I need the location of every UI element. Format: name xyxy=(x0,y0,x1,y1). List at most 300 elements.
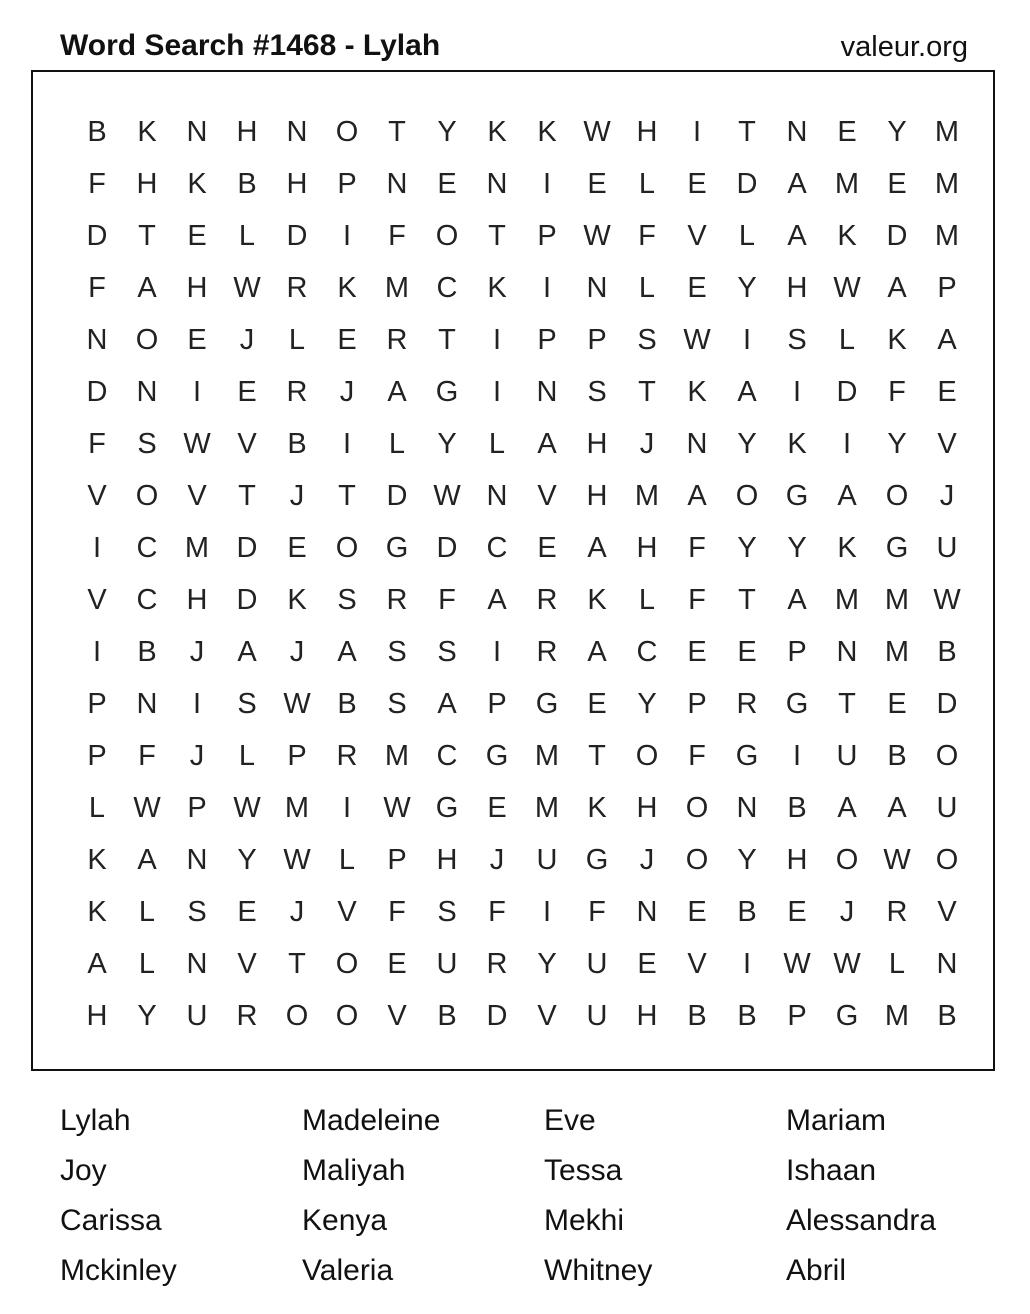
grid-letter: M xyxy=(834,584,860,616)
grid-letter: H xyxy=(636,532,658,564)
grid-letter: O xyxy=(335,116,359,148)
grid-letter: O xyxy=(335,948,359,980)
grid-letter: V xyxy=(687,220,707,252)
grid-letter: E xyxy=(337,324,357,356)
grid-letter: M xyxy=(934,220,960,252)
grid-letter: V xyxy=(237,948,257,980)
grid-letter: K xyxy=(837,220,857,252)
grid-letter: L xyxy=(138,896,156,928)
grid-letter: P xyxy=(487,688,507,720)
grid-letter: K xyxy=(887,324,907,356)
word-list-item: Mariam xyxy=(786,1104,887,1137)
grid-letter: Y xyxy=(887,428,907,460)
grid-letter: U xyxy=(936,532,958,564)
grid-letter: E xyxy=(687,272,707,304)
grid-letter: Y xyxy=(887,116,907,148)
grid-letter: R xyxy=(236,1000,258,1032)
grid-letter: I xyxy=(92,636,102,668)
grid-letter: U xyxy=(936,792,958,824)
grid-letter: T xyxy=(438,324,456,356)
grid-letter: F xyxy=(488,896,506,928)
grid-letter: O xyxy=(135,480,159,512)
grid-letter: E xyxy=(687,168,707,200)
grid-letter: T xyxy=(738,584,756,616)
word-list-item: Kenya xyxy=(302,1204,388,1237)
grid-letter: A xyxy=(837,792,857,824)
grid-letter: C xyxy=(136,532,158,564)
grid-letter: I xyxy=(742,324,752,356)
word-list-item: Mekhi xyxy=(544,1204,625,1237)
grid-letter: E xyxy=(537,532,557,564)
grid-letter: S xyxy=(187,896,207,928)
grid-letter: N xyxy=(386,168,408,200)
grid-letter: M xyxy=(534,792,560,824)
grid-letter: B xyxy=(437,1000,457,1032)
grid-letter: W xyxy=(833,272,861,304)
grid-letter: H xyxy=(436,844,458,876)
grid-letter: E xyxy=(687,896,707,928)
grid-letter: E xyxy=(687,636,707,668)
grid-letter: O xyxy=(935,740,959,772)
grid-letter: L xyxy=(388,428,406,460)
grid-letter: E xyxy=(287,532,307,564)
grid-letter: D xyxy=(86,376,108,408)
grid-letter: F xyxy=(688,532,706,564)
grid-letter: R xyxy=(386,324,408,356)
grid-letter: T xyxy=(288,948,306,980)
grid-letter: I xyxy=(542,168,552,200)
grid-letter: O xyxy=(835,844,859,876)
grid-letter: H xyxy=(636,116,658,148)
grid-letter: U xyxy=(586,1000,608,1032)
grid-letter: A xyxy=(837,480,857,512)
grid-letter: L xyxy=(238,220,256,252)
grid-letter: J xyxy=(239,324,255,356)
grid-letter: M xyxy=(184,532,210,564)
grid-letter: L xyxy=(638,584,656,616)
grid-letter: T xyxy=(138,220,156,252)
grid-letter: O xyxy=(335,532,359,564)
grid-letter: E xyxy=(937,376,957,408)
grid-letter: E xyxy=(887,168,907,200)
grid-letter: R xyxy=(486,948,508,980)
grid-letter: I xyxy=(492,324,502,356)
grid-letter: M xyxy=(834,168,860,200)
grid-letter: L xyxy=(238,740,256,772)
grid-letter: S xyxy=(387,688,407,720)
word-list-item: Maliyah xyxy=(302,1154,406,1187)
grid-letter: E xyxy=(237,896,257,928)
grid-letter: F xyxy=(588,896,606,928)
grid-letter: O xyxy=(685,844,709,876)
grid-letter: M xyxy=(934,168,960,200)
grid-letter: J xyxy=(489,844,505,876)
grid-letter: G xyxy=(835,1000,859,1032)
grid-letter: I xyxy=(342,792,352,824)
grid-letter: T xyxy=(588,740,606,772)
grid-letter: S xyxy=(387,636,407,668)
grid-letter: P xyxy=(937,272,957,304)
grid-letter: W xyxy=(833,948,861,980)
grid-letter: J xyxy=(639,428,655,460)
grid-letter: D xyxy=(386,480,408,512)
grid-letter: M xyxy=(884,636,910,668)
grid-letter: G xyxy=(435,792,459,824)
word-list-item: Carissa xyxy=(60,1204,162,1237)
grid-letter: L xyxy=(888,948,906,980)
grid-letter: W xyxy=(283,688,311,720)
grid-letter: B xyxy=(887,740,907,772)
grid-letter: D xyxy=(86,220,108,252)
grid-letter: N xyxy=(786,116,808,148)
grid-letter: O xyxy=(285,1000,309,1032)
grid-letter: K xyxy=(687,376,707,408)
grid-letter: I xyxy=(542,272,552,304)
grid-letter: L xyxy=(638,272,656,304)
grid-letter: E xyxy=(737,636,757,668)
grid-letter: E xyxy=(187,220,207,252)
grid-letter: L xyxy=(138,948,156,980)
grid-letter: A xyxy=(437,688,457,720)
grid-letter: S xyxy=(137,428,157,460)
grid-letter: U xyxy=(836,740,858,772)
grid-letter: J xyxy=(639,844,655,876)
grid-letter: D xyxy=(236,584,258,616)
grid-letter: G xyxy=(485,740,509,772)
grid-letter: M xyxy=(884,1000,910,1032)
grid-letter: T xyxy=(738,116,756,148)
grid-letter: E xyxy=(587,168,607,200)
grid-letter: J xyxy=(189,740,205,772)
grid-letter: B xyxy=(137,636,157,668)
grid-letter: H xyxy=(186,272,208,304)
grid-letter: R xyxy=(286,376,308,408)
grid-letter: T xyxy=(338,480,356,512)
grid-letter: S xyxy=(337,584,357,616)
word-list-item: Joy xyxy=(60,1154,107,1187)
grid-letter: E xyxy=(587,688,607,720)
grid-letter: A xyxy=(787,220,807,252)
grid-letter: D xyxy=(236,532,258,564)
grid-letter: J xyxy=(289,480,305,512)
grid-letter: W xyxy=(183,428,211,460)
grid-letter: S xyxy=(637,324,657,356)
grid-letter: B xyxy=(937,636,957,668)
grid-letter: U xyxy=(436,948,458,980)
grid-letter: K xyxy=(487,272,507,304)
grid-letter: K xyxy=(837,532,857,564)
grid-letter: T xyxy=(388,116,406,148)
grid-letter: F xyxy=(638,220,656,252)
grid-letter: N xyxy=(486,168,508,200)
grid-letter: W xyxy=(233,792,261,824)
grid-letter: U xyxy=(586,948,608,980)
word-list-item: Tessa xyxy=(544,1154,623,1187)
grid-letter: J xyxy=(189,636,205,668)
grid-letter: Y xyxy=(787,532,807,564)
grid-letter: N xyxy=(936,948,958,980)
grid-letter: K xyxy=(137,116,157,148)
grid-letter: O xyxy=(635,740,659,772)
grid-letter: A xyxy=(487,584,507,616)
grid-letter: P xyxy=(387,844,407,876)
letter-grid xyxy=(72,106,972,1042)
grid-letter: A xyxy=(887,792,907,824)
grid-letter: A xyxy=(237,636,257,668)
grid-letter: S xyxy=(787,324,807,356)
grid-letter: B xyxy=(937,1000,957,1032)
grid-letter: G xyxy=(785,480,809,512)
grid-letter: P xyxy=(587,324,607,356)
grid-letter: C xyxy=(136,584,158,616)
grid-letter: Y xyxy=(537,948,557,980)
grid-letter: U xyxy=(186,1000,208,1032)
grid-letter: L xyxy=(488,428,506,460)
grid-letter: B xyxy=(237,168,257,200)
grid-letter: L xyxy=(88,792,106,824)
grid-letter: I xyxy=(342,220,352,252)
grid-letter: A xyxy=(587,532,607,564)
grid-letter: O xyxy=(685,792,709,824)
grid-letter: L xyxy=(738,220,756,252)
grid-letter: N xyxy=(86,324,108,356)
grid-letter: F xyxy=(88,428,106,460)
grid-letter: L xyxy=(288,324,306,356)
grid-letter: H xyxy=(286,168,308,200)
grid-letter: Y xyxy=(137,1000,157,1032)
word-list-item: Abril xyxy=(786,1254,847,1287)
grid-letter: W xyxy=(283,844,311,876)
grid-letter: M xyxy=(534,740,560,772)
grid-letter: R xyxy=(386,584,408,616)
grid-letter: F xyxy=(88,272,106,304)
grid-letter: J xyxy=(839,896,855,928)
grid-letter: V xyxy=(187,480,207,512)
grid-letter: P xyxy=(87,740,107,772)
grid-letter: T xyxy=(838,688,856,720)
grid-letter: F xyxy=(888,376,906,408)
grid-letter: W xyxy=(933,584,961,616)
grid-letter: P xyxy=(787,636,807,668)
site-name: valeur.org xyxy=(840,31,968,63)
grid-letter: E xyxy=(437,168,457,200)
grid-letter: B xyxy=(737,896,757,928)
grid-letter: H xyxy=(586,428,608,460)
grid-letter: Y xyxy=(737,844,757,876)
grid-letter: J xyxy=(339,376,355,408)
grid-letter: I xyxy=(492,636,502,668)
grid-letter: K xyxy=(587,792,607,824)
grid-letter: C xyxy=(636,636,658,668)
grid-letter: D xyxy=(886,220,908,252)
grid-letter: V xyxy=(537,480,557,512)
grid-letter: K xyxy=(87,896,107,928)
grid-letter: N xyxy=(686,428,708,460)
grid-letter: J xyxy=(289,896,305,928)
grid-letter: F xyxy=(88,168,106,200)
grid-letter: M xyxy=(284,792,310,824)
grid-letter: H xyxy=(236,116,258,148)
grid-letter: H xyxy=(636,792,658,824)
grid-letter: P xyxy=(687,688,707,720)
grid-letter: J xyxy=(289,636,305,668)
grid-letter: Y xyxy=(237,844,257,876)
grid-letter: F xyxy=(438,584,456,616)
grid-letter: E xyxy=(237,376,257,408)
grid-letter: B xyxy=(287,428,307,460)
grid-letter: Y xyxy=(437,428,457,460)
grid-letter: B xyxy=(787,792,807,824)
grid-letter: B xyxy=(687,1000,707,1032)
grid-letter: I xyxy=(692,116,702,148)
grid-letter: G xyxy=(385,532,409,564)
grid-letter: V xyxy=(537,1000,557,1032)
grid-letter: O xyxy=(935,844,959,876)
grid-letter: A xyxy=(337,636,357,668)
grid-letter: G xyxy=(785,688,809,720)
word-list-item: Ishaan xyxy=(786,1154,877,1187)
grid-letter: D xyxy=(286,220,308,252)
grid-letter: H xyxy=(186,584,208,616)
grid-letter: I xyxy=(792,376,802,408)
grid-letter: C xyxy=(436,740,458,772)
grid-letter: L xyxy=(838,324,856,356)
grid-letter: A xyxy=(587,636,607,668)
grid-letter: R xyxy=(736,688,758,720)
grid-letter: P xyxy=(337,168,357,200)
grid-letter: N xyxy=(836,636,858,668)
grid-letter: P xyxy=(87,688,107,720)
grid-letter: A xyxy=(87,948,107,980)
grid-letter: G xyxy=(885,532,909,564)
grid-letter: I xyxy=(192,376,202,408)
grid-letter: A xyxy=(937,324,957,356)
grid-letter: A xyxy=(687,480,707,512)
grid-letter: R xyxy=(536,584,558,616)
grid-letter: P xyxy=(187,792,207,824)
grid-letter: K xyxy=(487,116,507,148)
grid-letter: E xyxy=(637,948,657,980)
grid-letter: O xyxy=(435,220,459,252)
grid-letter: R xyxy=(286,272,308,304)
grid-letter: D xyxy=(436,532,458,564)
grid-letter: F xyxy=(388,220,406,252)
grid-letter: I xyxy=(192,688,202,720)
grid-letter: M xyxy=(884,584,910,616)
grid-letter: S xyxy=(437,896,457,928)
grid-letter: K xyxy=(537,116,557,148)
grid-letter: Y xyxy=(737,428,757,460)
grid-letter: N xyxy=(136,376,158,408)
grid-letter: J xyxy=(939,480,955,512)
grid-letter: W xyxy=(783,948,811,980)
grid-letter: M xyxy=(384,272,410,304)
grid-letter: F xyxy=(388,896,406,928)
grid-letter: Y xyxy=(637,688,657,720)
grid-letter: T xyxy=(238,480,256,512)
grid-letter: E xyxy=(387,948,407,980)
grid-letter: M xyxy=(934,116,960,148)
grid-letter: K xyxy=(287,584,307,616)
grid-letter: D xyxy=(486,1000,508,1032)
grid-letter: R xyxy=(336,740,358,772)
grid-letter: G xyxy=(435,376,459,408)
grid-letter: V xyxy=(687,948,707,980)
grid-letter: H xyxy=(786,272,808,304)
grid-letter: N xyxy=(136,688,158,720)
grid-letter: M xyxy=(634,480,660,512)
word-list-item: Eve xyxy=(544,1104,596,1137)
grid-letter: B xyxy=(87,116,107,148)
grid-letter: A xyxy=(137,844,157,876)
grid-letter: R xyxy=(536,636,558,668)
grid-letter: N xyxy=(636,896,658,928)
grid-letter: F xyxy=(688,740,706,772)
grid-letter: O xyxy=(335,1000,359,1032)
grid-letter: A xyxy=(887,272,907,304)
grid-letter: L xyxy=(638,168,656,200)
grid-letter: P xyxy=(537,220,557,252)
grid-letter: N xyxy=(186,116,208,148)
grid-letter: W xyxy=(433,480,461,512)
grid-letter: P xyxy=(787,1000,807,1032)
grid-letter: L xyxy=(338,844,356,876)
word-list-item: Madeleine xyxy=(302,1104,441,1137)
letter-grid-frame xyxy=(31,70,995,1071)
grid-letter: T xyxy=(488,220,506,252)
grid-letter: G xyxy=(735,740,759,772)
grid-letter: S xyxy=(437,636,457,668)
grid-letter: W xyxy=(683,324,711,356)
grid-letter: W xyxy=(233,272,261,304)
grid-letter: D xyxy=(936,688,958,720)
grid-letter: O xyxy=(135,324,159,356)
grid-letter: I xyxy=(792,740,802,772)
grid-letter: E xyxy=(787,896,807,928)
grid-letter: N xyxy=(186,844,208,876)
grid-letter: G xyxy=(535,688,559,720)
grid-letter: B xyxy=(337,688,357,720)
grid-letter: I xyxy=(342,428,352,460)
grid-letter: E xyxy=(887,688,907,720)
grid-letter: V xyxy=(937,896,957,928)
grid-letter: W xyxy=(383,792,411,824)
grid-letter: V xyxy=(237,428,257,460)
grid-letter: W xyxy=(133,792,161,824)
grid-letter: G xyxy=(585,844,609,876)
grid-letter: U xyxy=(536,844,558,876)
grid-letter: V xyxy=(937,428,957,460)
grid-letter: E xyxy=(187,324,207,356)
grid-letter: C xyxy=(436,272,458,304)
grid-letter: Y xyxy=(737,532,757,564)
word-list-item: Alessandra xyxy=(786,1204,937,1237)
grid-letter: I xyxy=(542,896,552,928)
grid-letter: R xyxy=(886,896,908,928)
grid-letter: K xyxy=(787,428,807,460)
word-list-item: Mckinley xyxy=(60,1254,177,1287)
grid-letter: V xyxy=(387,1000,407,1032)
grid-letter: N xyxy=(486,480,508,512)
grid-letter: V xyxy=(87,584,107,616)
grid-letter: N xyxy=(286,116,308,148)
grid-letter: W xyxy=(583,116,611,148)
grid-letter: T xyxy=(638,376,656,408)
grid-letter: Y xyxy=(737,272,757,304)
grid-letter: S xyxy=(237,688,257,720)
grid-letter: M xyxy=(384,740,410,772)
grid-letter: S xyxy=(587,376,607,408)
